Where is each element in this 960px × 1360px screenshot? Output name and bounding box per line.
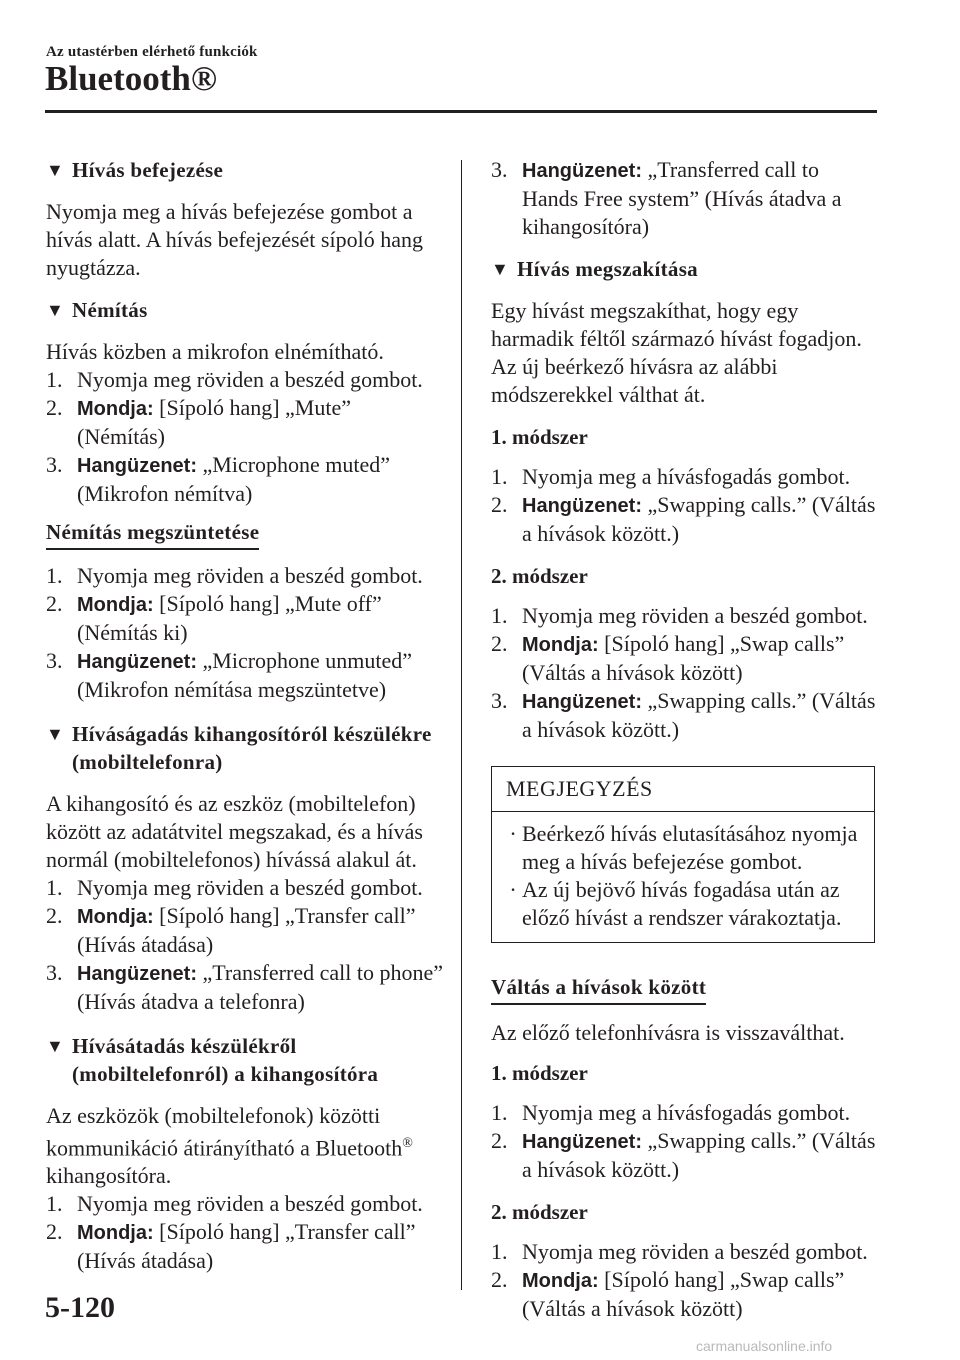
step-keyword: Hangüzenet: — [522, 1131, 642, 1153]
page-number: 5-120 — [45, 1291, 115, 1324]
step-text — [77, 1190, 444, 1218]
triangle-down-icon: ▼ — [46, 160, 65, 180]
heading-text: Híváságadás kihangosítóról készülékre (mobiltelefonra) — [72, 722, 432, 774]
registered-mark: ® — [402, 1136, 413, 1151]
chapter-title: Bluetooth® — [45, 59, 217, 98]
step-body: [Sípoló hang] „Mute off” (Némítás ki) — [77, 591, 382, 645]
heading-mute — [46, 296, 444, 324]
step-item — [46, 1190, 444, 1218]
note-bullet: · Beérkező hívás elutasításához nyomja meg a hívás befejezése gombot. — [504, 820, 864, 876]
step-list — [491, 1099, 876, 1184]
triangle-down-icon: ▼ — [46, 724, 65, 744]
step-body: „Microphone muted” (Mikrofon némítva) — [77, 452, 391, 506]
method-heading: 2. módszer — [491, 564, 588, 588]
step-text — [522, 1266, 876, 1323]
paragraph: Nyomja meg a hívás befejezése gombot a hívás alatt. A hívás befejezését sípoló hang nyugtázza. — [46, 199, 423, 280]
right-column — [491, 156, 876, 1323]
step-item — [46, 394, 444, 451]
triangle-down-icon: ▼ — [491, 259, 510, 279]
step-body: [Sípoló hang] „Transfer call” (Hívás átadása) — [77, 1219, 416, 1274]
paragraph: Egy hívást megszakíthat, hogy egy harmadik féltől származó hívást fogadjon. Az új beérkező hívásra az alábbi módszerekkel válthat át. — [491, 298, 862, 407]
section-label: Az utastérben elérhető funkciók — [46, 44, 258, 60]
step-number: 2. — [491, 631, 508, 656]
note-body — [492, 812, 874, 942]
step-item — [46, 451, 444, 508]
step-item — [491, 1127, 876, 1184]
step-keyword: Mondja: — [522, 634, 599, 656]
note-box — [491, 766, 875, 943]
step-item — [46, 590, 444, 647]
step-number: 2. — [46, 1219, 63, 1245]
step-body: Nyomja meg röviden a beszéd gombot. — [522, 1239, 868, 1264]
step-item — [46, 1218, 444, 1275]
paragraph: Az előző telefonhívásra is visszaválthat. — [491, 1020, 845, 1045]
step-text — [522, 1238, 876, 1266]
step-item — [46, 562, 444, 590]
step-body: „Swapping calls.” (Váltás a hívások között.) — [522, 1128, 876, 1182]
step-text — [77, 874, 444, 902]
step-number: 2. — [46, 591, 63, 616]
step-item — [491, 156, 876, 241]
method-heading: 1. módszer — [491, 425, 588, 449]
step-text — [77, 959, 444, 1016]
step-keyword: Mondja: — [77, 594, 154, 616]
step-body: [Sípoló hang] „Swap calls” (Váltás a hívások között) — [522, 631, 845, 685]
step-item — [491, 1238, 876, 1266]
step-number: 1. — [491, 1100, 508, 1125]
step-text — [77, 562, 444, 590]
step-keyword: Mondja: — [77, 1222, 154, 1245]
heading-transfer-to-handsfree — [46, 1032, 444, 1088]
step-body: „Transferred call to phone” (Hívás átadva a telefonra) — [77, 960, 443, 1014]
step-text — [77, 451, 444, 508]
step-number: 2. — [46, 395, 63, 420]
step-number: 2. — [46, 903, 63, 928]
left-column — [46, 156, 444, 1275]
step-number: 1. — [46, 563, 63, 588]
step-list — [491, 156, 876, 241]
step-body: [Sípoló hang] „Swap calls” (Váltás a hívások között) — [522, 1267, 845, 1321]
subheading-unmute: Némítás megszüntetése — [46, 519, 259, 550]
step-body: Nyomja meg röviden a beszéd gombot. — [522, 603, 868, 628]
step-item — [491, 630, 876, 687]
step-body: „Swapping calls.” (Váltás a hívások között.) — [522, 492, 876, 546]
step-list — [491, 463, 876, 548]
step-text — [522, 1099, 876, 1127]
step-list — [46, 366, 444, 508]
step-number: 1. — [491, 464, 508, 489]
method-heading: 1. módszer — [491, 1061, 588, 1085]
step-text — [77, 902, 444, 959]
step-body: [Sípoló hang] „Transfer call” (Hívás átadása) — [77, 903, 416, 957]
step-number: 1. — [491, 603, 508, 628]
step-item — [491, 1266, 876, 1323]
watermark: carmanualsonline.info — [696, 1338, 833, 1354]
step-list — [46, 562, 444, 704]
heading-text: Hívásátadás készülékről (mobiltelefonról) a kihangosítóra — [72, 1034, 379, 1086]
step-text — [522, 687, 876, 744]
step-item — [491, 602, 876, 630]
subheading-swap-calls: Váltás a hívások között — [491, 974, 706, 1005]
step-number: 3. — [46, 452, 63, 477]
step-body: Nyomja meg a hívásfogadás gombot. — [522, 464, 851, 489]
step-number: 1. — [491, 1239, 508, 1264]
column-divider — [461, 160, 462, 1290]
step-number: 3. — [46, 648, 63, 673]
step-text — [522, 630, 876, 687]
step-text — [77, 394, 444, 451]
triangle-down-icon: ▼ — [46, 1036, 65, 1056]
step-body: Nyomja meg röviden a beszéd gombot. — [77, 367, 423, 392]
paragraph: Az eszközök (mobiltelefonok) közötti kommunikáció átirányítható a Bluetooth® kihangosítóra. — [46, 1103, 413, 1189]
step-body: Nyomja meg a hívásfogadás gombot. — [522, 1100, 851, 1125]
step-text — [77, 1218, 444, 1275]
step-body: „Transferred call to Hands Free system” (Hívás átadva a kihangosítóra) — [522, 157, 842, 239]
step-item — [46, 959, 444, 1016]
step-keyword: Hangüzenet: — [522, 495, 642, 517]
step-text — [522, 156, 876, 241]
step-item — [46, 902, 444, 959]
step-item — [46, 874, 444, 902]
step-text — [522, 1127, 876, 1184]
step-number: 3. — [491, 157, 508, 182]
step-body: Nyomja meg röviden a beszéd gombot. — [77, 1191, 423, 1217]
triangle-down-icon: ▼ — [46, 300, 65, 320]
header-rule — [45, 110, 877, 113]
step-number: 2. — [491, 492, 508, 517]
step-item — [491, 491, 876, 548]
step-body: [Sípoló hang] „Mute” (Némítás) — [77, 395, 352, 449]
step-body: „Microphone unmuted” (Mikrofon némítása megszüntetve) — [77, 648, 413, 702]
step-text — [77, 590, 444, 647]
heading-text: Hívás befejezése — [72, 158, 224, 182]
bullet-dot-icon: · — [509, 877, 517, 902]
step-keyword: Mondja: — [522, 1270, 599, 1292]
step-body: „Swapping calls.” (Váltás a hívások között.) — [522, 688, 876, 742]
heading-text: Némítás — [72, 298, 148, 322]
step-list — [46, 874, 444, 1016]
paragraph: Hívás közben a mikrofon elnémítható. — [46, 339, 384, 364]
step-number: 3. — [46, 960, 63, 985]
step-item — [491, 1099, 876, 1127]
step-item — [491, 463, 876, 491]
step-number: 2. — [491, 1267, 508, 1292]
step-keyword: Mondja: — [77, 398, 154, 420]
step-text — [522, 491, 876, 548]
step-number: 1. — [46, 1191, 63, 1217]
step-keyword: Hangüzenet: — [77, 651, 197, 673]
note-bullet: · Az új bejövő hívás fogadása után az előző hívást a rendszer várakoztatja. — [504, 876, 864, 932]
step-number: 3. — [491, 688, 508, 713]
step-number: 2. — [491, 1128, 508, 1153]
step-text — [77, 647, 444, 704]
step-list — [491, 602, 876, 744]
heading-call-waiting — [491, 255, 876, 283]
step-keyword: Hangüzenet: — [522, 691, 642, 713]
step-keyword: Hangüzenet: — [522, 160, 642, 182]
step-list — [491, 1238, 876, 1323]
step-item — [491, 687, 876, 744]
step-number: 1. — [46, 875, 63, 900]
heading-transfer-to-phone — [46, 720, 444, 776]
step-keyword: Mondja: — [77, 906, 154, 928]
step-text — [522, 463, 876, 491]
step-text — [77, 366, 444, 394]
step-item — [46, 366, 444, 394]
step-keyword: Hangüzenet: — [77, 455, 197, 477]
note-title: MEGJEGYZÉS — [492, 767, 874, 812]
step-number: 1. — [46, 367, 63, 392]
step-text — [522, 602, 876, 630]
paragraph: A kihangosító és az eszköz (mobiltelefon) között az adatátvitel megszakad, és a hívás normál (mobiltelefonos) hívássá alakul át. — [46, 791, 423, 872]
step-keyword: Hangüzenet: — [77, 963, 197, 985]
heading-text: Hívás megszakítása — [517, 257, 698, 281]
step-list — [46, 1190, 444, 1275]
step-body: Nyomja meg röviden a beszéd gombot. — [77, 563, 423, 588]
bullet-dot-icon: · — [509, 821, 517, 846]
step-body: Nyomja meg röviden a beszéd gombot. — [77, 875, 423, 900]
method-heading: 2. módszer — [491, 1200, 588, 1224]
heading-call-end — [46, 156, 444, 184]
step-item — [46, 647, 444, 704]
